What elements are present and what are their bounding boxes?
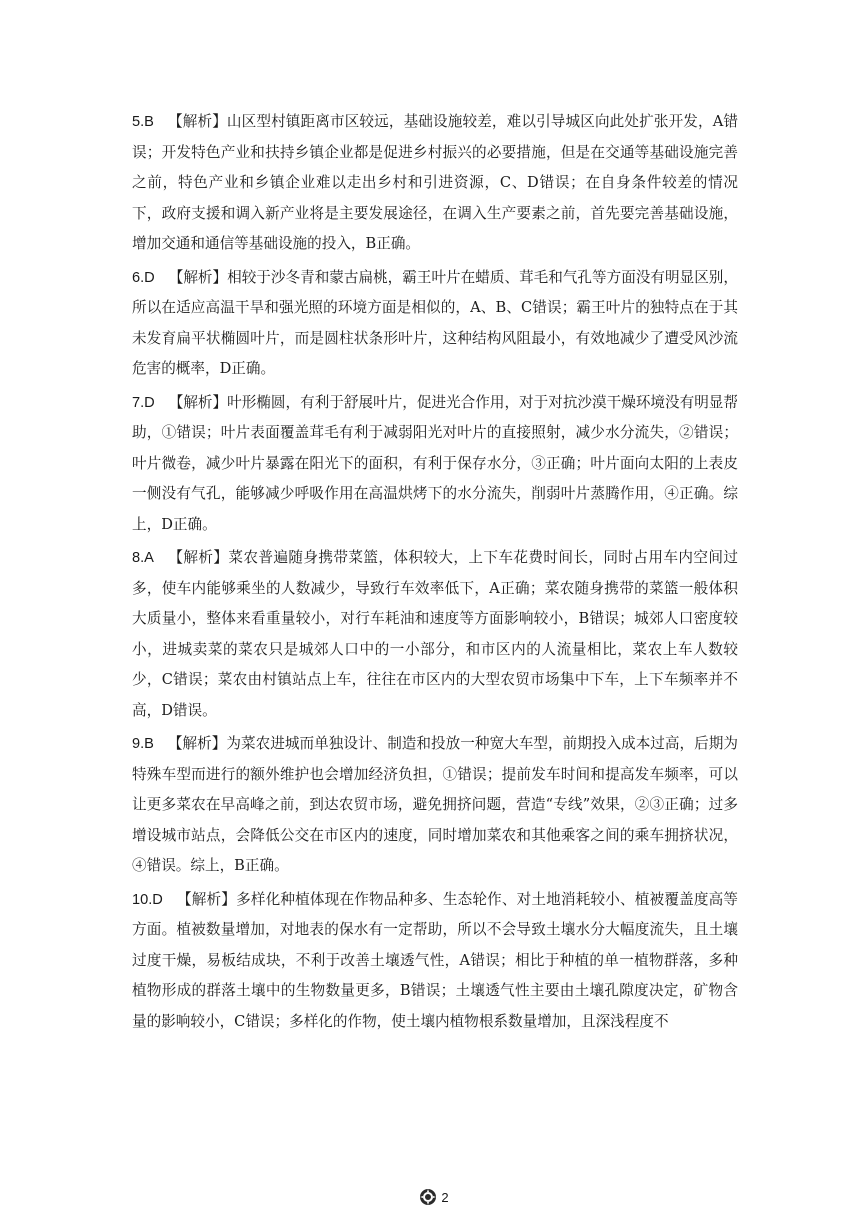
answer-paragraph — [132, 263, 738, 385]
answer-paragraph — [132, 543, 738, 726]
answer-paragraph — [132, 729, 738, 882]
explanation-text: 【解析】为菜农进城而单独设计、制造和投放一种宽大车型，前期投入成本过高，后期为特殊车型而进行的额外维护也会增加经济负担，①错误；提前发车时间和提高发车频率，可以让更多菜农在早高峰之前，到达农贸市场，避免拥挤问题，营造“专线”效果，②③正确；过多增设城市站点，会降低公交在市区内的速度，同时增加菜农和其他乘客之间的乘车拥挤状况，④错误。综上，B正确。 — [132, 735, 738, 874]
explanation-text: 【解析】菜农普遍随身携带菜篮，体积较大，上下车花费时间长，同时占用车内空间过多，使车内能够乘坐的人数减少，导致行车效率低下，A正确；菜农随身携带的菜篮一般体积大质量小，整体来看重量较小，对行车耗油和速度等方面影响较小，B错误；城郊人口密度较小，进城卖菜的菜农只是城郊人口中的一小部分，和市区内的人流量相比，菜农上车人数较少，C错误；菜农由村镇站点上车，往往在市区内的大型农贸市场集中下车，上下车频率并不高，D错误。 — [132, 549, 738, 719]
answer-paragraph — [132, 388, 738, 541]
explanation-text: 【解析】多样化种植体现在作物品种多、生态轮作、对土地消耗较小、植被覆盖度高等方面。植被数量增加，对地表的保水有一定帮助，所以不会导致土壤水分大幅度流失，且土壤过度干燥，易板结成块，不利于改善土壤透气性，A错误；相比于种植的单一植物群落，多种植物形成的群落土壤中的生物数量更多，B错误；土壤透气性主要由土壤孔隙度决定，矿物含量的影响较小，C错误；多样化的作物，使土壤内植物根系数量增加，且深浅程度不 — [132, 890, 738, 1030]
answer-paragraph — [132, 885, 738, 1038]
question-number: 10.D — [132, 891, 163, 908]
answer-explanations — [132, 107, 738, 1040]
question-number: 7.D — [132, 394, 155, 411]
page-footer — [0, 1188, 868, 1206]
page-number: 2 — [441, 1189, 449, 1205]
answer-paragraph — [132, 107, 738, 260]
explanation-text: 【解析】叶形椭圆，有利于舒展叶片，促进光合作用，对于对抗沙漠干燥环境没有明显帮助，①错误；叶片表面覆盖茸毛有利于减弱阳光对叶片的直接照射，减少水分流失，②错误；叶片微卷，减少叶片暴露在阳光下的面积，有利于保存水分，③正确；叶片面向太阳的上表皮一侧没有气孔，能够减少呼吸作用在高温烘烤下的水分流失，削弱叶片蒸腾作用，④正确。综上，D正确。 — [132, 393, 738, 533]
emblem-icon — [419, 1188, 437, 1206]
question-number: 6.D — [132, 269, 155, 286]
explanation-text: 【解析】相较于沙冬青和蒙古扁桃，霸王叶片在蜡质、茸毛和气孔等方面没有明显区别，所以在适应高温干旱和强光照的环境方面是相似的，A、B、C错误；霸王叶片的独特点在于其未发育扁平状椭圆叶片，而是圆柱状条形叶片，这种结构风阻最小，有效地减少了遭受风沙流危害的概率，D正确。 — [132, 268, 738, 377]
question-number: 9.B — [132, 736, 154, 752]
question-number: 8.A — [132, 550, 154, 566]
explanation-text: 【解析】山区型村镇距离市区较远，基础设施较差，难以引导城区向此处扩张开发，A错误；开发特色产业和扶持乡镇企业都是促进乡村振兴的必要措施，但是在交通等基础设施完善之前，特色产业和乡镇企业难以走出乡村和引进资源，C、D错误；在自身条件较差的情况下，政府支援和调入新产业将是主要发展途径，在调入生产要素之前，首先要完善基础设施，增加交通和通信等基础设施的投入，B正确。 — [132, 113, 738, 252]
question-number: 5.B — [132, 114, 154, 130]
